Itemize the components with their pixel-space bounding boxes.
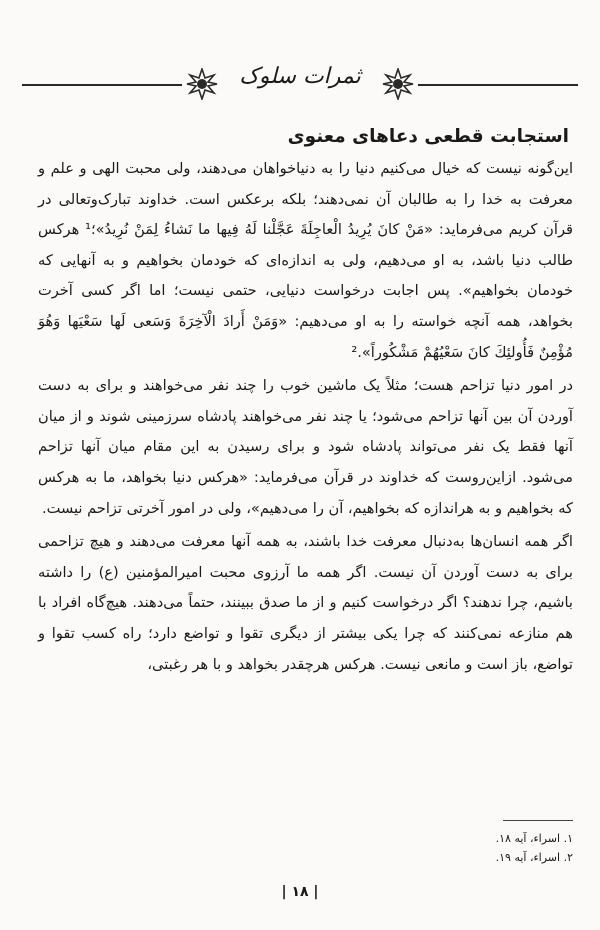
footnotes: [38, 820, 573, 867]
page-number: | ۱۸ |: [281, 884, 319, 900]
paragraph: در امور دنیا تزاحم هست؛ مثلاً یک ماشین خوب را چند نفر می‌خواهند و برای به دست آوردن آن بین آنها تزاحم می‌شود؛ یا چند نفر می‌خواهند پادشاه سرزمینی شوند و از میان آنها فقط یک نفر می‌تواند پادشاه شود و برای رسیدن به این مقام میان آنها تزاحم می‌شود. ازاین‌روست که خداوند در قرآن می‌فرماید: «هرکس دنیا بخواهد، ما به هرکس که بخواهیم و به هراندازه که بخواهیم، آن را می‌دهیم»، ولی در امور آخرتی تزاحم نیست.: [38, 377, 573, 517]
footnote: ۱. اسراء، آیه ۱۸.: [495, 832, 573, 845]
page-body: [38, 122, 573, 680]
header-rule-right: [418, 84, 578, 86]
paragraph: اگر همه انسان‌ها به‌دنبال معرفت خدا باشند، به همه آنها معرفت می‌دهند و هیچ تزاحمی برای به دست آوردن آن نیست. اگر همه ما آرزوی محبت امیرالمؤمنین (ع) را داشته باشیم، چرا ندهند؟ اگر درخواست کنیم و از ما صدق ببینند، حتماً می‌دهند. هیچ‌گاه افراد با هم منازعه نمی‌کنند که چرا یکی بیشتر از دیگری تقوا و تواضع دارد؛ راه کسب تقوا و تواضع، باز است و مانعی نیست. هرکس هرچقدر بخواهد و با هر رغبتی،: [38, 533, 573, 673]
rosette-ornament-icon: [186, 68, 218, 100]
book-title: ثمرات سلوک: [239, 64, 361, 89]
footnote-rule: [503, 820, 573, 821]
footnote: ۲. اسراء، آیه ۱۹.: [495, 851, 573, 864]
page-header: [22, 58, 578, 112]
rosette-ornament-icon: [382, 68, 414, 100]
paragraph: این‌گونه نیست که خیال می‌کنیم دنیا را به دنیاخواهان می‌دهند، ولی محبت الهی و علم و معرفت به خدا را به طالبان آن نمی‌دهند؛ بلکه برعکس است. خداوند تبارک‌وتعالی در قرآن کریم می‌فرماید: «مَنْ كانَ يُرِيدُ الْعاجِلَةَ عَجَّلْنا لَهُ فِيها ما نَشاءُ لِمَنْ نُرِيدُ»؛¹ هرکس طالب دنیا باشد، به او می‌دهیم، ولی به اندازه‌ای که خودمان بخواهیم و به آنهایی که خودمان بخواهیم». پس اجابت درخواست دنیایی، حتمی نیست؛ اما اگر کسی آخرت بخواهد، همه آنچه خواسته را به او می‌دهیم: «وَمَنْ أَرادَ الْآخِرَةَ وَسَعى لَها سَعْيَها وَهُوَ مُؤْمِنٌ فَأُولئِكَ كانَ سَعْيُهُمْ مَشْكُوراً».²: [38, 160, 573, 361]
section-title: استجابت قطعی دعاهای معنوی: [287, 126, 569, 147]
header-rule-left: [22, 84, 182, 86]
